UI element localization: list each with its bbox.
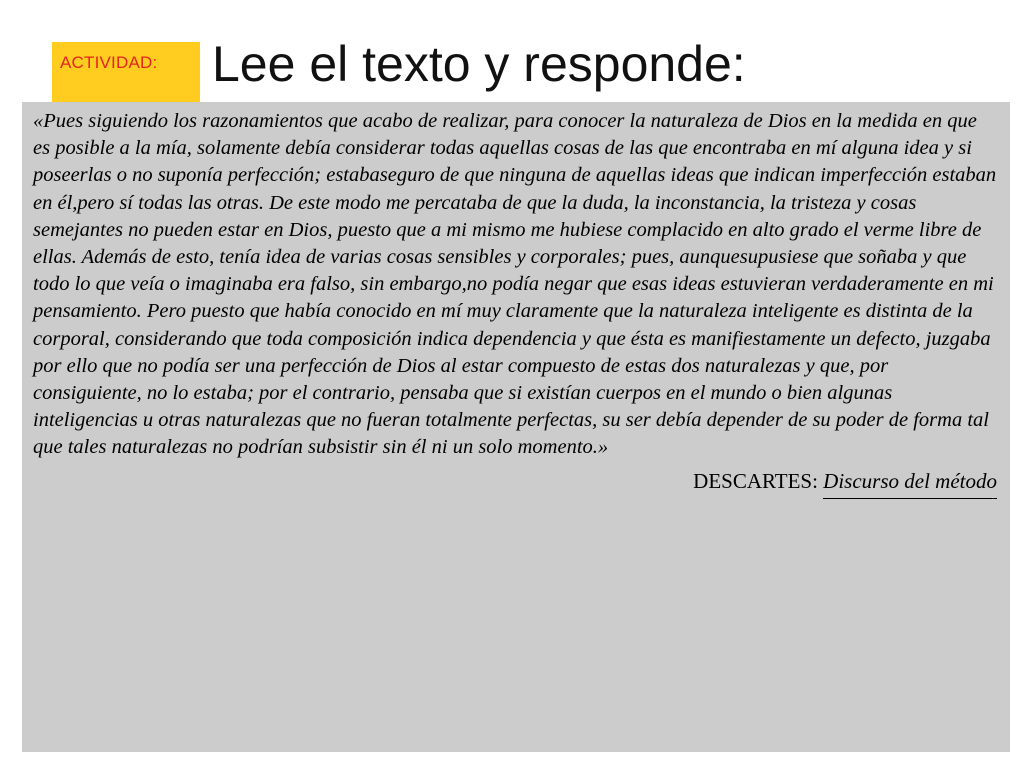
activity-badge-label: ACTIVIDAD: <box>60 53 158 72</box>
quote-source <box>33 466 998 499</box>
source-author: DESCARTES: <box>693 468 824 493</box>
source-work-title: Discurso del método <box>823 466 997 499</box>
quote-text: «Pues siguiendo los razonamientos que acabo de realizar, para conocer la naturaleza de Dios en la medida en que es posible a la mía, solamente debía considerar todas aquellas cosas de las que encontraba en mí alguna idea y si poseerlas o no suponía perfección; estabaseguro de que ninguna de aquellas ideas que indican imperfección estaban en él,pero sí todas las otras. De este modo me percataba de que la duda, la inconstancia, la tristeza y cosas semejantes no pueden estar en Dios, puesto que a mi mismo me hubiese complacido en alto grado el verme libre de ellas. Además de esto, tenía idea de varias cosas sensibles y corporales; pues, aunquesupusiese que soñaba y que todo lo que veía o imaginaba era falso, sin embargo,no podía negar que esas ideas estuvieran verdaderamente en mi pensamiento. Pero puesto que había conocido en mí muy claramente que la naturaleza inteligente es distinta de la corporal, considerando que toda composición indica dependencia y que ésta es manifiestamente un defecto, juzgaba por ello que no podía ser una perfección de Dios al estar compuesto de estas dos naturalezas y que, por consiguiente, no lo estaba; por el contrario, pensaba que si existían cuerpos en el mundo o bien algunas inteligencias u otras naturalezas que no fueran totalmente perfectas, su ser debía depender de su poder de forma tal que tales naturalezas no podrían subsistir sin él ni un solo momento.» <box>33 110 997 459</box>
page-title: Lee el texto y responde: <box>212 36 746 92</box>
activity-badge <box>52 42 200 104</box>
text-panel <box>22 102 1010 752</box>
